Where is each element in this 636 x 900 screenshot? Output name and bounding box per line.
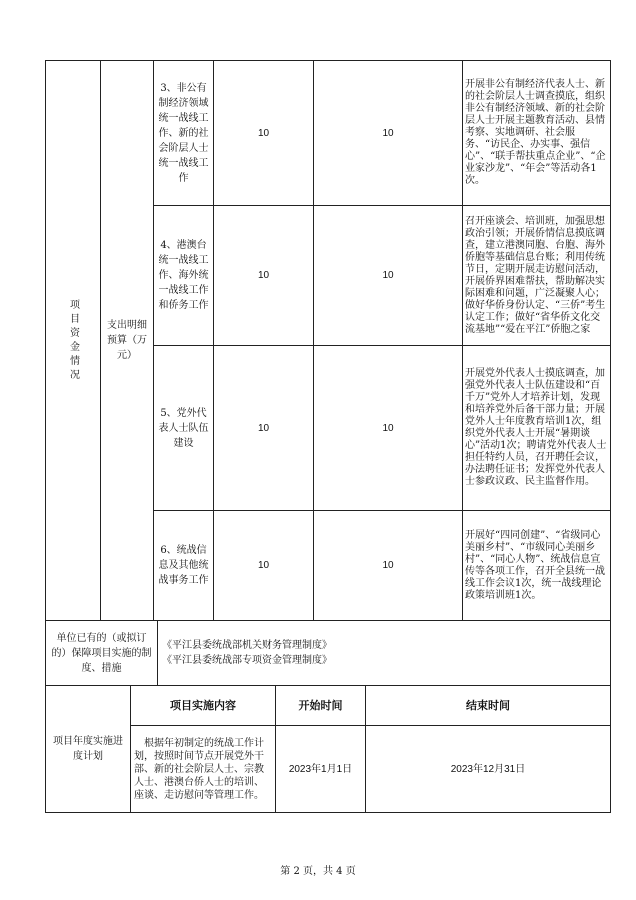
item-desc: 召开座谈会、培训班，加强思想政治引领；开展侨情信息摸底调查，建立港澳同胞、台胞、海外侨胞等基础信息台账；利用传统节日，定期开展走访慰问活动，开展侨界困难帮扶，帮助解决实际困难和问题，广泛凝聚人心；做好华侨身份认定、“三侨”考生认定工作；做好“省华侨文化交流基地”“爱在平江”侨胞之家 — [462, 205, 611, 346]
item-name: 3、非公有制经济领域统一战线工作、新的社会阶层人士统一战线工作 — [153, 60, 214, 206]
item-budget-2: 10 — [313, 510, 463, 621]
item-budget-1: 10 — [213, 205, 314, 346]
section-label-cell — [45, 60, 101, 621]
sub-label: 支出明细预算（万元） — [107, 320, 147, 361]
item-budget-1: 10 — [213, 60, 314, 206]
plan-start-date: 2023年1月1日 — [275, 725, 366, 813]
item-budget-1: 10 — [213, 510, 314, 621]
plan-end-date: 2023年12月31日 — [365, 725, 611, 813]
item-desc: 开展好“四同创建”、“省级同心美丽乡村”、“市级同心美丽乡村”、“同心人物”、统战信息宣传等各项工作，召开全县统一战线工作会议1次，统一战线理论政策培训班1次。 — [462, 510, 611, 621]
item-budget-2: 10 — [313, 60, 463, 206]
measures-label: 单位已有的（或拟订的）保障项目实施的制度、措施 — [45, 620, 158, 686]
item-desc: 开展党外代表人士摸底调查，加强党外代表人士队伍建设和“百千万”党外人才培养计划，发现和培养党外后备干部力量；开展党外人士年度教育培训1次，组织党外代表人士开展“暑期谈心”活动1次；聘请党外代表人士担任特约人员，召开聘任会议，办法聘任证书；发挥党外代表人士参政议政、民主监督作用。 — [462, 345, 611, 511]
item-desc: 开展非公有制经济代表人士、新的社会阶层人士调查摸底，组织非公有制经济领域、新的社会阶层人士开展主题教育活动、县情考察、实地调研、社会服务、“访民企、办实事、强信心”、“联手帮扶重点企业”、“企业家沙龙”、“年会”等活动各1次。 — [462, 60, 611, 206]
measure-line: 《平江县委统战部专项资金管理制度》 — [162, 655, 332, 666]
page-footer: 第 2 页，共 4 页 — [280, 866, 356, 877]
plan-content: 根据年初制定的统战工作计划，按照时间节点开展党外干部、新的社会阶层人士、宗教人士、港澳台侨人士的培训、座谈、走访慰问等管理工作。 — [130, 725, 276, 813]
item-budget-1: 10 — [213, 345, 314, 511]
plan-header-end: 结束时间 — [365, 685, 611, 726]
item-budget-2: 10 — [313, 345, 463, 511]
item-name: 4、港澳台统一战线工作、海外统一战线工作和侨务工作 — [153, 205, 214, 346]
measure-line: 《平江县委统战部机关财务管理制度》 — [162, 640, 332, 651]
item-name: 5、党外代表人士队伍建设 — [153, 345, 214, 511]
sub-label-cell — [100, 60, 154, 621]
measures-content — [157, 620, 611, 686]
section-label: 项目资金情况 — [67, 298, 79, 383]
plan-label: 项目年度实施进度计划 — [45, 685, 131, 813]
item-budget-2: 10 — [313, 205, 463, 346]
item-name: 6、统战信息及其他统战事务工作 — [153, 510, 214, 621]
plan-header-start: 开始时间 — [275, 685, 366, 726]
plan-header-content: 项目实施内容 — [130, 685, 276, 726]
